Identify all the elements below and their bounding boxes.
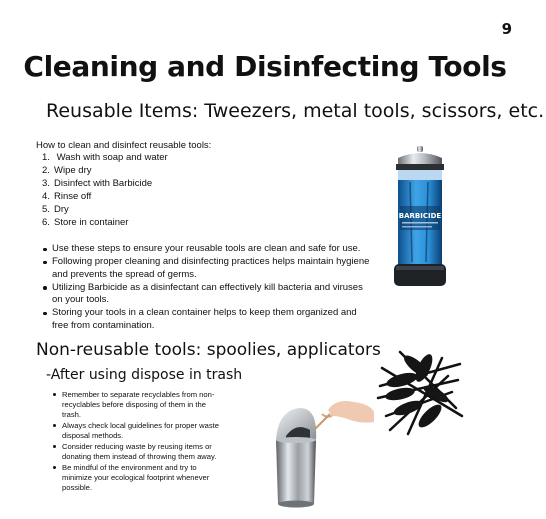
page-number: 9 <box>501 20 512 38</box>
disposal-tip-item: Consider reducing waste by reusing items or donating them instead of throwing them away. <box>52 442 222 462</box>
disposal-tips-list <box>52 390 222 494</box>
step-item: 5. Dry <box>42 204 69 215</box>
disposal-tip-item: Always check local guidelines for proper waste disposal methods. <box>52 421 222 441</box>
disposal-tip-item: Be mindful of the environment and try to minimize your ecological footprint whenever possible. <box>52 463 222 494</box>
step-item: 2. Wipe dry <box>42 165 92 176</box>
tip-item: Utilizing Barbicide as a disinfectant can effectively kill bacteria and viruses on your tools. <box>42 282 372 307</box>
step-item: 1. Wash with soap and water <box>42 152 168 163</box>
tip-item: Use these steps to ensure your reusable tools are clean and safe for use. <box>42 243 372 256</box>
step-item: 6. Store in container <box>42 217 129 228</box>
dispose-heading: -After using dispose in trash <box>46 367 243 383</box>
cleaning-steps-list <box>42 151 168 229</box>
instructions-intro: How to clean and disinfect reusable tools: <box>36 140 212 151</box>
step-item: 4. Rinse off <box>42 191 92 202</box>
tip-item: Following proper cleaning and disinfecting practices helps maintain hygiene and prevents the spread of germs. <box>42 256 372 281</box>
page-title: Cleaning and Disinfecting Tools <box>23 50 507 83</box>
mascara-spoolies-image <box>372 346 468 438</box>
stainless-trash-can-image <box>270 392 380 510</box>
barbicide-jar-image <box>384 144 456 290</box>
disposal-tip-item: Remember to separate recyclables from non-recyclables before disposing of them in the trash. <box>52 390 222 421</box>
non-reusable-heading: Non-reusable tools: spoolies, applicators <box>36 340 381 360</box>
jar-label: BARBICIDE <box>398 212 442 220</box>
reusable-items-heading: Reusable Items: Tweezers, metal tools, scissors, etc. <box>46 100 545 122</box>
step-item: 3. Disinfect with Barbicide <box>42 178 153 189</box>
reusable-tips-list <box>42 243 372 333</box>
tip-item: Storing your tools in a clean container helps to keep them organized and free from contamination. <box>42 307 372 332</box>
